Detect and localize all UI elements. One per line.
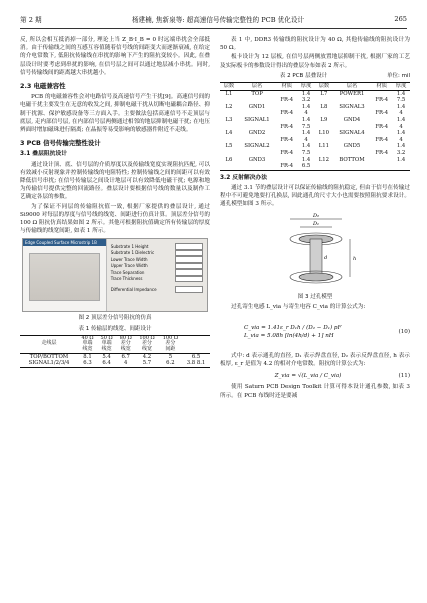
table-cell: 4.2 <box>142 353 152 360</box>
running-header <box>20 12 407 26</box>
equation-10 <box>220 312 410 352</box>
table-cell: FR-4 <box>375 123 389 130</box>
via-model-figure <box>220 211 410 291</box>
table-cell <box>220 137 238 144</box>
issue-number: 第 2 期 <box>20 16 42 24</box>
paragraph: 通过 3.1 节的叠层设计可以保证传输线的阻抗稳定, 但由于信号在传输过程中不可避免地要打孔换层, 因此通孔的尺寸大小也需要按照阻抗要求设计。通孔模型如图 3 所示。 <box>220 184 410 208</box>
shot-field: Trace Thickness <box>111 276 203 283</box>
table-cell: 6.4 <box>102 360 111 367</box>
table-cell <box>276 143 297 150</box>
table-cell: 5.4 <box>102 353 111 360</box>
table-cell: BOTTOM <box>339 156 365 163</box>
table-cell: L10 <box>318 130 329 137</box>
table-cell <box>238 110 277 117</box>
table-cell <box>276 104 297 111</box>
equation-11 <box>220 369 410 383</box>
paragraph: 过孔寄生电感 L_via 与寄生电容 C_via 的计算公式为: <box>231 303 366 310</box>
paragraph: 式中: d 表示通孔的直径, D₁ 表示焊盘直径, D₂ 表示反焊盘直径, h 表示板厚, ε_r 是值为 4.2 的相对介电常数。阻抗的计算公式为: <box>220 352 410 368</box>
equation-lvia: L_via = 5.08h [ln(4h/d) + 1] nH <box>244 332 334 339</box>
table-cell <box>276 90 297 97</box>
table-row <box>220 157 410 164</box>
table-cell <box>333 150 372 157</box>
table-cell: L7 <box>320 90 328 97</box>
table-cell <box>371 157 392 164</box>
table-cell: 6.2 <box>166 360 175 367</box>
table-header-row <box>220 83 410 91</box>
table-cell <box>220 110 238 117</box>
table-cell: 5 <box>168 353 173 360</box>
table-cell: 4 <box>304 136 308 143</box>
table-cell: 1.4 <box>396 116 406 123</box>
table-cell: L8 <box>320 103 328 110</box>
table-cell: GND3 <box>248 156 266 163</box>
table-cell <box>371 143 392 150</box>
table-header-cell: 厚度 <box>395 83 407 90</box>
running-title: 杨建楠, 焦新泉等: 超高速信号传输完整性的 PCB 优化设计 <box>131 16 305 24</box>
table-row <box>220 90 410 97</box>
d2-label: D₂ <box>313 212 320 219</box>
table-unit: 单位: mil <box>386 72 410 79</box>
subsection-heading: 3.1 叠层阻抗设计 <box>20 151 68 158</box>
microstrip-graphic <box>29 253 100 301</box>
table-cell: FR-4 <box>375 110 389 117</box>
right-column <box>220 36 410 401</box>
table-caption: 表 2 PCB 层叠设计 <box>279 72 328 79</box>
table-cell <box>333 137 372 144</box>
shot-field: Trace Separation <box>111 269 203 276</box>
table-cell: 6.5 <box>191 353 201 360</box>
left-column <box>20 36 210 368</box>
table-row <box>220 110 410 117</box>
table-cell: L3 <box>225 116 233 123</box>
table-cell: FR-4 <box>375 136 389 143</box>
figure-caption: 图 2 顶层差分信号阻抗的仿真 <box>78 315 152 322</box>
equation-number: (10) <box>398 328 410 335</box>
table-cell <box>371 104 392 111</box>
shot-model-panel <box>23 239 107 311</box>
paragraph: 反, 所以会相互抵消掉一部分, 理论上当 Z_B·I_B = 0 时远端串扰会全部抵消。由于传输线之间的互感互容值随着信号线的间距变大而逐渐衰减, 在给定的介电常数下, 低阻抗传输线在串扰的影响下产生的阻抗变较小。因此, 在叠层设计时要考虑到串扰的影响, 在信号层之间可以通过地层减小串扰。同时, 信号传输线间的距离越大串扰越小。 <box>20 37 210 76</box>
table-header-cell: 层数 <box>223 83 235 90</box>
table-cell: 6.5 <box>301 163 311 170</box>
table-cell: SIGNAL3 <box>339 103 365 110</box>
table-cell: FR-4 <box>280 136 294 143</box>
table-row <box>20 353 210 360</box>
figure-caption: 图 3 过孔模型 <box>297 293 333 300</box>
table-cell: 4 <box>399 123 403 130</box>
table-cell <box>315 97 333 104</box>
shot-field: Lower Trace Width <box>111 256 203 263</box>
table-cell: 6.3 <box>83 360 92 367</box>
table-cell: POWER1 <box>339 90 365 97</box>
table-cell <box>238 163 277 170</box>
table-header-cell: 层名 <box>251 83 263 90</box>
pad-bottom <box>299 273 333 281</box>
table-cell <box>238 137 277 144</box>
table-cell: TOP/BOTTOM <box>29 353 69 360</box>
table-cell: 1.4 <box>301 130 311 137</box>
table-cell: L5 <box>225 143 233 150</box>
table-header-cell: 50 Ω 单端 线宽 <box>100 334 113 353</box>
equation-zvia: Z_via = √(L_via / C_via) <box>274 373 342 380</box>
header-rule <box>20 28 407 29</box>
table-cell: 3.2 <box>301 97 311 104</box>
table-cell: GND2 <box>248 130 266 137</box>
table-header-cell <box>182 335 210 353</box>
table-cell: 1.4 <box>301 116 311 123</box>
table-cell: FR-4 <box>280 110 294 117</box>
shot-title: Edge Coupled Surface Microstrip 1B <box>23 239 106 246</box>
table-cell <box>276 157 297 164</box>
shot-field: Upper Trace Width <box>111 263 203 270</box>
table-cell <box>276 130 297 137</box>
table-cell: GND1 <box>248 103 266 110</box>
paragraph: 表 1 中, DDR3 传输线的阻抗设计为 40 Ω, 其他传输线的阻抗设计为 50 Ω。 <box>220 37 410 52</box>
shot-params-panel <box>107 239 207 311</box>
table-2 <box>220 82 410 171</box>
table-header-cell: 100 Ω 差分 间距 <box>162 334 179 353</box>
table-cell: L11 <box>318 143 329 150</box>
table-cell: 7.5 <box>301 123 311 130</box>
table-caption: 表 1 传输层的线宽、间距设计 <box>78 325 152 332</box>
table-header-row <box>20 335 210 353</box>
table-row <box>220 124 410 131</box>
section-heading: 3 PCB 信号传输完整性设计 <box>20 139 101 148</box>
table-cell: SIGNAL4 <box>339 130 365 137</box>
via-model-drawing <box>220 211 410 291</box>
table-caption-row <box>220 72 410 80</box>
table-cell <box>315 110 333 117</box>
table-cell: L6 <box>225 156 233 163</box>
table-row <box>220 150 410 157</box>
table-row <box>220 163 410 170</box>
table-cell: SIGNAL1/2/3/4 <box>28 360 70 367</box>
section-heading: 2.3 电磁兼容性 <box>20 82 66 91</box>
paragraph: 板卡设计为 12 层板, 在信号层两侧放置地层抑制干扰, 根据厂家的工艺及实际板卡的参数设计得出的叠层分布如表 2 所示。 <box>220 54 410 69</box>
h-label: h <box>353 255 357 262</box>
table-row <box>220 143 410 150</box>
table-cell: L1 <box>225 90 233 97</box>
table-cell: 1.4 <box>301 90 311 97</box>
table-cell <box>371 130 392 137</box>
table-cell <box>220 150 238 157</box>
table-header-cell: 80 Ω 差分 线宽 <box>119 334 132 353</box>
table-cell: 3.8 8.1 <box>186 360 206 367</box>
table-cell: 1.4 <box>301 156 311 163</box>
table-cell: 1.4 <box>396 143 406 150</box>
table-cell: 1.4 <box>396 130 406 137</box>
shot-input <box>175 286 203 293</box>
table-cell <box>333 110 372 117</box>
paragraph: PCB 的电磁兼容性会对电路信号及高速信号产生干扰[9]。高速信号间的电磁干扰主要发生在无意的收发之间, 抑制电磁干扰从切断电磁耦合路径、抑制干扰源、保护敏感设备等三方面入手。主要做法包括高速信号不走顶层与底层, 走内部信号层, 在内部信号层两侧通过相邻的地层抑制电磁干扰; 在电压辨面时增加磁珠进行隔离; 在晶振等易受影响的敏感器件附近不走线。 <box>20 94 210 134</box>
table-cell: SIGNAL1 <box>244 116 270 123</box>
table-cell <box>315 137 333 144</box>
d1-label: D₁ <box>313 220 320 227</box>
table-row <box>220 97 410 104</box>
shot-field: Differential Impedance <box>111 286 203 293</box>
table-cell: 4 <box>399 110 403 117</box>
table-cell: 6.7 <box>121 353 130 360</box>
equation-cvia: C_via = 1.41ε_r D₁h / (D₂ − D₁) pF <box>244 324 342 331</box>
table-row <box>220 137 410 144</box>
table-cell <box>333 97 372 104</box>
d-label: d <box>324 254 328 261</box>
table-cell: 1.4 <box>396 103 406 110</box>
table-cell <box>315 163 333 170</box>
table-cell: FR-4 <box>280 97 294 104</box>
table-row <box>220 104 410 111</box>
table-cell: FR-4 <box>280 163 294 170</box>
shot-field: Substrate 1 Height <box>111 243 203 250</box>
paragraph: 为了保证不同层的传输阻抗值一致, 根据厂家提供的叠层设计, 通过 Si9000 对每层的厚度与信号线的线宽、间距进行仿真计算。顶层差分信号的 100 Ω 阻抗仿真结果如图 2 所示。其他可根据阻抗值确定所有传输层的厚度与传输线的线宽间距, 如表 1 所示。 <box>20 203 210 235</box>
shot-input <box>175 276 203 283</box>
table-cell <box>220 163 238 170</box>
table-cell: 4 <box>399 136 403 143</box>
table-cell: L4 <box>225 130 233 137</box>
table-cell: 7.5 <box>396 97 406 104</box>
table-cell: GND5 <box>343 143 361 150</box>
table-row <box>220 117 410 124</box>
table-cell <box>371 90 392 97</box>
table-cell <box>315 150 333 157</box>
table-cell <box>220 97 238 104</box>
table-cell: 3.2 <box>396 149 406 156</box>
equation-number: (11) <box>398 373 410 380</box>
table-cell: FR-4 <box>280 123 294 130</box>
table-cell <box>333 163 372 170</box>
paragraph: 使用 Saturn PCB Design Toolkit 计算可得本设计通孔参数, 如表 3 所示。在 PCB 布线时还是要减 <box>220 384 410 399</box>
table-1 <box>20 335 210 368</box>
shot-field: Substrate 1 Dielectric <box>111 250 203 257</box>
table-cell: 1.4 <box>301 103 311 110</box>
table-cell: 7.5 <box>301 149 311 156</box>
table-cell: GND4 <box>343 116 361 123</box>
table-row <box>220 130 410 137</box>
table-cell: SIGNAL2 <box>244 143 270 150</box>
table-cell: 5.7 <box>142 360 152 367</box>
table-header-cell: 40 Ω 单端 线宽 <box>81 334 94 353</box>
table-cell: 1.4 <box>396 156 406 163</box>
table-cell: 1.4 <box>396 90 406 97</box>
table-cell <box>333 124 372 131</box>
table-cell: L9 <box>320 116 328 123</box>
table-cell: 8.1 <box>83 353 92 360</box>
table-header-cell: 100 Ω 差分 线宽 <box>139 334 155 353</box>
table-cell <box>220 124 238 131</box>
table-cell: FR-4 <box>375 97 389 104</box>
table-header-cell: 厚度 <box>300 83 312 90</box>
table-cell: 4 <box>124 360 128 367</box>
paragraph: 通过设计顶、底、信号层的介质厚度以及传输线宽度实现阻抗匹配, 可以有效减小反射现象并控制传输线的电阻特性; 控制传输线之间的间距可以有效降低信号串扰; 在信号传输层之间设计地层可以有效降低电磁干扰; 电源和地为传输信号提供完整的回流路径。叠层设计要根据信号线的数量以及制作工艺确定各层的参数。 <box>20 161 210 201</box>
table-cell: TOP <box>251 90 263 97</box>
table-header-cell: 走线层 <box>41 340 57 347</box>
table-cell: 4 <box>304 110 308 117</box>
subsection-heading: 3.2 反射解决办法 <box>220 174 268 181</box>
table-cell <box>238 97 277 104</box>
table-cell <box>315 124 333 131</box>
table-header-cell: 材质 <box>376 83 388 90</box>
table-cell: FR-4 <box>375 149 389 156</box>
table-cell: FR-4 <box>280 149 294 156</box>
table-cell <box>371 163 392 170</box>
table-cell: L12 <box>318 156 329 163</box>
table-cell <box>392 163 410 170</box>
table-cell <box>276 117 297 124</box>
table-header-cell: 层数 <box>318 83 330 90</box>
table-cell <box>371 117 392 124</box>
table-cell: L2 <box>225 103 233 110</box>
table-header-cell: 材质 <box>281 83 293 90</box>
page-number: 265 <box>394 15 407 23</box>
table-cell <box>238 124 277 131</box>
table-cell: 1.4 <box>301 143 311 150</box>
si9000-screenshot <box>22 238 208 312</box>
table-row <box>20 360 210 367</box>
table-header-cell: 层名 <box>346 83 358 90</box>
table-cell <box>238 150 277 157</box>
